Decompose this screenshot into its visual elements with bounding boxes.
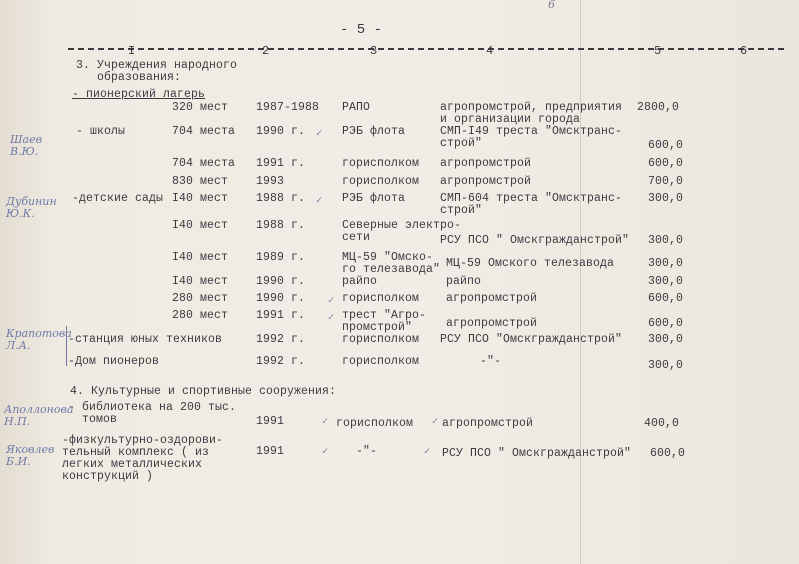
column-number-4: 4 bbox=[486, 44, 494, 58]
row-11-name: -Дом пионеров bbox=[68, 355, 160, 368]
row-11-contractor: -"- bbox=[480, 355, 502, 368]
row-10-customer: горисполком bbox=[342, 333, 420, 346]
row-13-customer: -"- bbox=[356, 445, 378, 458]
row-6-cost: 300,0 bbox=[648, 257, 684, 270]
row-12-cost: 400,0 bbox=[644, 417, 680, 430]
row-1-year: 1990 г. bbox=[256, 125, 306, 138]
margin-note-dubinin: Дубинин Ю.К. bbox=[6, 195, 57, 220]
row-6-contractor: МЦ-59 Омского телезавода bbox=[446, 257, 615, 270]
row-2-year: 1991 г. bbox=[256, 157, 306, 170]
row-13-contractor: РСУ ПСО " Омскгражданстрой" bbox=[442, 447, 632, 460]
row-11-customer: горисполком bbox=[342, 355, 420, 368]
row-7-cost: 300,0 bbox=[648, 275, 684, 288]
row-9-contractor: агропромстрой bbox=[446, 317, 538, 330]
row-5-customer: Северные электро- сети bbox=[342, 219, 462, 244]
row-6-year: 1989 г. bbox=[256, 251, 306, 264]
column-number-5: 5 bbox=[654, 44, 662, 58]
margin-note-shaev: Шаев В.Ю. bbox=[10, 133, 43, 158]
row-1-capacity: 704 места bbox=[172, 125, 236, 138]
row-10-contractor: РСУ ПСО "Омскгражданстрой" bbox=[440, 333, 623, 346]
row-0-cost: 2800,0 bbox=[637, 101, 680, 114]
row-12-contractor: агропромстрой bbox=[442, 417, 534, 430]
row-6-capacity: I40 мест bbox=[172, 251, 229, 264]
column-number-1: I bbox=[128, 44, 136, 58]
check-mark-icon: ✓ bbox=[328, 313, 335, 324]
row-7-contractor: райпо bbox=[446, 275, 482, 288]
row-11-year: 1992 г. bbox=[256, 355, 306, 368]
row-10-name: -станция юных техников bbox=[68, 333, 223, 346]
row-4-cost: 300,0 bbox=[648, 192, 684, 205]
row-13-year: 1991 bbox=[256, 445, 285, 458]
row-3-capacity: 830 мест bbox=[172, 175, 229, 188]
row-4-capacity: I40 мест bbox=[172, 192, 229, 205]
section-heading-3: 3. Учреждения народного образования: bbox=[76, 59, 238, 84]
row-3-customer: горисполком bbox=[342, 175, 420, 188]
page-number: - 5 - bbox=[340, 22, 383, 38]
row-10-year: 1992 г. bbox=[256, 333, 306, 346]
row-7-capacity: I40 мест bbox=[172, 275, 229, 288]
row-8-year: 1990 г. bbox=[256, 292, 306, 305]
row-0-year: 1987-1988 bbox=[256, 101, 320, 114]
row-3-contractor: агропромстрой bbox=[440, 175, 532, 188]
row-8-capacity: 280 мест bbox=[172, 292, 229, 305]
section-heading-4: 4. Культурные и спортивные сооружения: bbox=[70, 385, 337, 398]
row-0-customer: РАПО bbox=[342, 101, 371, 114]
margin-note-yakovlev: Яковлев Б.И. bbox=[6, 443, 55, 468]
row-5-contractor: РСУ ПСО " Омскгражданстрой" bbox=[440, 234, 630, 247]
check-mark-icon: ✓ bbox=[424, 447, 431, 458]
row-4-year: 1988 г. bbox=[256, 192, 306, 205]
row-8-cost: 600,0 bbox=[648, 292, 684, 305]
row-3-cost: 700,0 bbox=[648, 175, 684, 188]
check-mark-icon: ✓ bbox=[322, 447, 329, 458]
row-2-cost: 600,0 bbox=[648, 157, 684, 170]
check-mark-icon: ✓ bbox=[316, 196, 323, 207]
row-12-year: 1991 bbox=[256, 415, 285, 428]
row-5-year: 1988 г. bbox=[256, 219, 306, 232]
column-number-6: 6 bbox=[740, 44, 748, 58]
column-header-rule bbox=[68, 48, 784, 50]
row-2-capacity: 704 места bbox=[172, 157, 236, 170]
row-2-contractor: агропромстрой bbox=[440, 157, 532, 170]
row-1-contractor: СМП-I49 треста "Омсктранс- строй" bbox=[440, 125, 623, 150]
row-7-customer: райпо bbox=[342, 275, 378, 288]
margin-note-krapotova: Крапотова Л.А. bbox=[6, 327, 72, 352]
row-0-name: - пионерский лагерь bbox=[72, 88, 206, 101]
row-0-contractor: агропромстрой, предприятия и организации города bbox=[440, 101, 623, 126]
check-mark-icon: ✓ bbox=[316, 129, 323, 140]
row-13-name: -физкультурно-оздорови- тельный комплекс ( из легких металлических конструкций ) bbox=[62, 434, 224, 483]
check-mark-icon: ✓ bbox=[432, 417, 439, 428]
row-7-year: 1990 г. bbox=[256, 275, 306, 288]
check-mark-icon: ✓ bbox=[322, 417, 329, 428]
row-12-name: - библиотека на 200 тыс. томов bbox=[68, 401, 237, 426]
column-number-2: 2 bbox=[262, 44, 270, 58]
row-4-name: -детские сады bbox=[72, 192, 164, 205]
row-6-customer: МЦ-59 "Омско- го телезавода" bbox=[342, 251, 441, 276]
page-fold bbox=[580, 0, 581, 564]
row-0-capacity: 320 мест bbox=[172, 101, 229, 114]
row-8-customer: горисполком bbox=[342, 292, 420, 305]
row-5-cost: 300,0 bbox=[648, 234, 684, 247]
corner-handwritten-number: 6 bbox=[548, 0, 555, 11]
row-11-cost: 300,0 bbox=[648, 359, 684, 372]
row-4-contractor: СМП-604 треста "Омсктранс- строй" bbox=[440, 192, 623, 217]
row-13-cost: 600,0 bbox=[650, 447, 686, 460]
column-number-3: 3 bbox=[370, 44, 378, 58]
row-2-customer: горисполком bbox=[342, 157, 420, 170]
row-1-customer: РЭБ флота bbox=[342, 125, 406, 138]
row-9-year: 1991 г. bbox=[256, 309, 306, 322]
row-5-capacity: I40 мест bbox=[172, 219, 229, 232]
row-3-year: 1993 bbox=[256, 175, 285, 188]
row-1-name: - школы bbox=[76, 125, 126, 138]
row-9-customer: трест "Агро- промстрой" bbox=[342, 309, 427, 334]
row-12-customer: горисполком bbox=[336, 417, 414, 430]
row-4-customer: РЭБ флота bbox=[342, 192, 406, 205]
check-mark-icon: ✓ bbox=[328, 296, 335, 307]
margin-note-apollonova: Аполлонова Н.П. bbox=[4, 403, 74, 428]
row-9-cost: 600,0 bbox=[648, 317, 684, 330]
row-10-cost: 300,0 bbox=[648, 333, 684, 346]
row-9-capacity: 280 мест bbox=[172, 309, 229, 322]
row-8-contractor: агропромстрой bbox=[446, 292, 538, 305]
row-1-cost: 600,0 bbox=[648, 139, 684, 152]
